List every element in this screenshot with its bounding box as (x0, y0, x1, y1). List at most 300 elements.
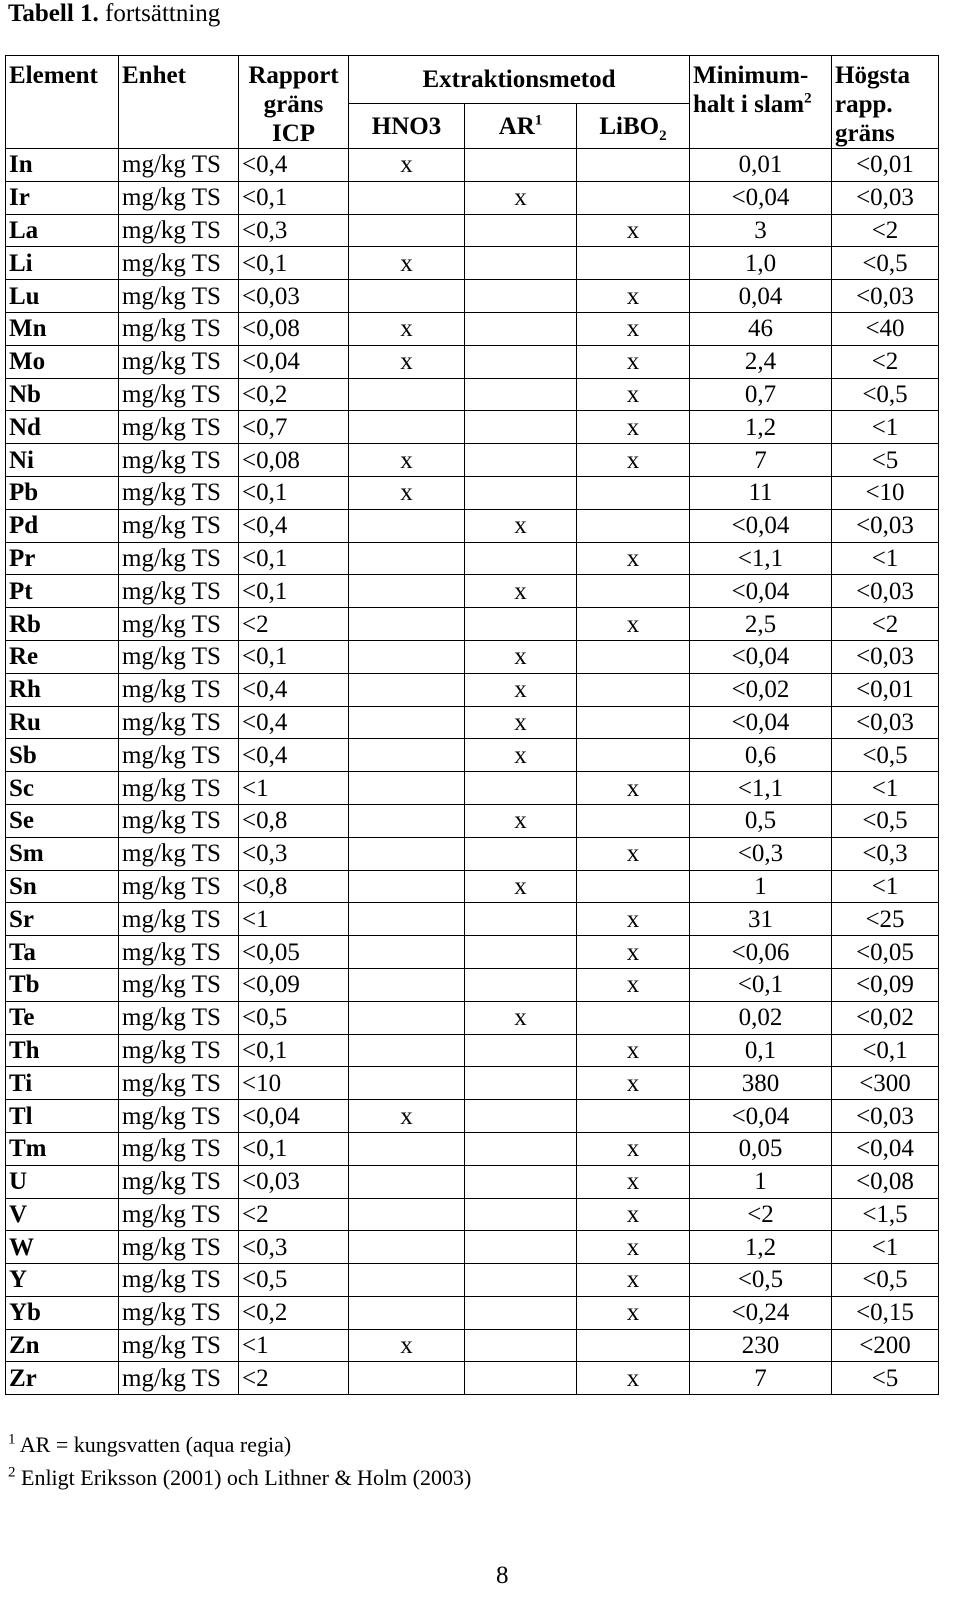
table-caption (8, 0, 220, 30)
cell-libo (577, 673, 690, 706)
cell-libo: x (577, 214, 690, 247)
table-row (6, 575, 939, 608)
cell-hno3 (349, 411, 465, 444)
cell-hno3 (349, 378, 465, 411)
cell-ar (465, 1296, 577, 1329)
table-row (6, 214, 939, 247)
table-row (6, 444, 939, 477)
cell-element: Tm (6, 1132, 119, 1165)
cell-element: Te (6, 1001, 119, 1034)
cell-hogsta: <0,03 (832, 1100, 939, 1133)
cell-minimum: <0,02 (690, 673, 832, 706)
table-row (6, 1296, 939, 1329)
cell-rapport: <2 (239, 608, 349, 641)
cell-libo (577, 247, 690, 280)
cell-minimum: 1,0 (690, 247, 832, 280)
cell-libo: x (577, 1296, 690, 1329)
header-hno3: HNO3 (349, 104, 465, 149)
cell-libo: x (577, 1198, 690, 1231)
cell-rapport: <0,4 (239, 509, 349, 542)
cell-element: W (6, 1231, 119, 1264)
cell-hogsta: <200 (832, 1329, 939, 1362)
cell-hogsta: <0,02 (832, 1001, 939, 1034)
cell-minimum: <0,04 (690, 1100, 832, 1133)
cell-libo: x (577, 837, 690, 870)
cell-hno3: x (349, 444, 465, 477)
cell-libo (577, 1001, 690, 1034)
cell-rapport: <10 (239, 1067, 349, 1100)
footnote-2: $^2$ Enligt Eriksson (2001) och Lithner & Holm (2003) (8, 1464, 472, 1490)
cell-ar: x (465, 706, 577, 739)
cell-enhet: mg/kg TS (119, 772, 239, 805)
cell-rapport: <0,3 (239, 837, 349, 870)
cell-rapport: <0,4 (239, 149, 349, 182)
header-ar: $AR^1$ (465, 104, 577, 149)
table-row (6, 1067, 939, 1100)
table-row (6, 870, 939, 903)
cell-rapport: <0,5 (239, 1264, 349, 1297)
cell-libo (577, 575, 690, 608)
cell-element: V (6, 1198, 119, 1231)
cell-minimum: 2,5 (690, 608, 832, 641)
cell-hogsta: <40 (832, 312, 939, 345)
cell-hogsta: <2 (832, 608, 939, 641)
cell-enhet: mg/kg TS (119, 214, 239, 247)
table-row (6, 837, 939, 870)
table-row (6, 903, 939, 936)
cell-libo (577, 1329, 690, 1362)
cell-libo: x (577, 1165, 690, 1198)
cell-minimum: 0,7 (690, 378, 832, 411)
cell-element: Sr (6, 903, 119, 936)
cell-libo (577, 181, 690, 214)
cell-enhet: mg/kg TS (119, 1132, 239, 1165)
caption-bold: Tabell 1. (8, 0, 99, 27)
cell-hogsta: <0,03 (832, 509, 939, 542)
cell-hogsta: <1 (832, 772, 939, 805)
cell-rapport: <0,08 (239, 444, 349, 477)
cell-ar (465, 312, 577, 345)
cell-rapport: <1 (239, 1329, 349, 1362)
cell-libo: x (577, 1231, 690, 1264)
cell-enhet: mg/kg TS (119, 640, 239, 673)
cell-element: Y (6, 1264, 119, 1297)
cell-rapport: <0,1 (239, 181, 349, 214)
cell-minimum: 380 (690, 1067, 832, 1100)
footnote-1: $^1$ AR = kungsvatten (aqua regia) (8, 1431, 292, 1457)
cell-hogsta: <0,5 (832, 378, 939, 411)
cell-element: In (6, 149, 119, 182)
cell-element: Lu (6, 280, 119, 313)
header-extraktionsmetod: Extraktionsmetod (349, 56, 690, 104)
table-row (6, 1198, 939, 1231)
table-row (6, 378, 939, 411)
cell-minimum: 0,02 (690, 1001, 832, 1034)
cell-libo (577, 870, 690, 903)
cell-element: Pr (6, 542, 119, 575)
cell-rapport: <0,8 (239, 804, 349, 837)
cell-hogsta: <0,01 (832, 149, 939, 182)
cell-hno3 (349, 739, 465, 772)
cell-libo: x (577, 1034, 690, 1067)
cell-libo: x (577, 444, 690, 477)
cell-libo (577, 640, 690, 673)
cell-enhet: mg/kg TS (119, 1231, 239, 1264)
cell-libo (577, 149, 690, 182)
cell-libo: x (577, 280, 690, 313)
cell-ar (465, 411, 577, 444)
cell-rapport: <2 (239, 1362, 349, 1395)
cell-hogsta: <0,03 (832, 575, 939, 608)
cell-libo: x (577, 345, 690, 378)
cell-hogsta: <0,03 (832, 706, 939, 739)
cell-hno3 (349, 1001, 465, 1034)
cell-minimum: <0,1 (690, 968, 832, 1001)
cell-enhet: mg/kg TS (119, 903, 239, 936)
cell-hogsta: <2 (832, 214, 939, 247)
cell-element: Ru (6, 706, 119, 739)
minimum-sup: 2 (804, 90, 812, 107)
cell-enhet: mg/kg TS (119, 968, 239, 1001)
table-row (6, 476, 939, 509)
table-row (6, 312, 939, 345)
cell-rapport: <0,3 (239, 1231, 349, 1264)
cell-enhet: mg/kg TS (119, 804, 239, 837)
cell-rapport: <0,08 (239, 312, 349, 345)
cell-enhet: mg/kg TS (119, 509, 239, 542)
cell-hno3 (349, 936, 465, 969)
cell-libo (577, 1100, 690, 1133)
header-enhet: Enhet (119, 56, 239, 149)
cell-hogsta: <0,09 (832, 968, 939, 1001)
cell-enhet: mg/kg TS (119, 1001, 239, 1034)
table-row (6, 640, 939, 673)
cell-hogsta: <0,03 (832, 280, 939, 313)
cell-hno3 (349, 1362, 465, 1395)
footnotes (8, 1428, 471, 1494)
cell-rapport: <0,2 (239, 1296, 349, 1329)
cell-hogsta: <0,05 (832, 936, 939, 969)
cell-ar: x (465, 739, 577, 772)
table-row (6, 542, 939, 575)
cell-minimum: 230 (690, 1329, 832, 1362)
cell-rapport: <1 (239, 903, 349, 936)
cell-hogsta: <2 (832, 345, 939, 378)
cell-hno3 (349, 706, 465, 739)
cell-element: Sm (6, 837, 119, 870)
header-hogsta: Högsta rapp. gräns (832, 56, 939, 149)
cell-hogsta: <0,15 (832, 1296, 939, 1329)
cell-enhet: mg/kg TS (119, 870, 239, 903)
cell-enhet: mg/kg TS (119, 673, 239, 706)
cell-hogsta: <0,01 (832, 673, 939, 706)
cell-enhet: mg/kg TS (119, 280, 239, 313)
cell-hogsta: <0,3 (832, 837, 939, 870)
cell-ar (465, 444, 577, 477)
cell-enhet: mg/kg TS (119, 1034, 239, 1067)
cell-enhet: mg/kg TS (119, 1362, 239, 1395)
table-row (6, 1231, 939, 1264)
cell-libo: x (577, 378, 690, 411)
cell-element: Ta (6, 936, 119, 969)
cell-minimum: <0,06 (690, 936, 832, 969)
cell-libo: x (577, 936, 690, 969)
cell-ar (465, 968, 577, 1001)
cell-libo: x (577, 1264, 690, 1297)
cell-hogsta: <0,5 (832, 1264, 939, 1297)
cell-rapport: <0,1 (239, 640, 349, 673)
cell-enhet: mg/kg TS (119, 444, 239, 477)
cell-libo (577, 804, 690, 837)
cell-rapport: <0,8 (239, 870, 349, 903)
table-row (6, 608, 939, 641)
cell-element: Pb (6, 476, 119, 509)
cell-hno3 (349, 214, 465, 247)
cell-hogsta: <1 (832, 870, 939, 903)
cell-hno3 (349, 673, 465, 706)
cell-element: Se (6, 804, 119, 837)
cell-hno3: x (349, 345, 465, 378)
cell-rapport: <0,1 (239, 476, 349, 509)
cell-hogsta: <1 (832, 542, 939, 575)
cell-hno3: x (349, 247, 465, 280)
table-row (6, 149, 939, 182)
cell-ar (465, 247, 577, 280)
cell-minimum: 1 (690, 1165, 832, 1198)
cell-ar: x (465, 673, 577, 706)
cell-enhet: mg/kg TS (119, 837, 239, 870)
cell-enhet: mg/kg TS (119, 575, 239, 608)
cell-rapport: <0,09 (239, 968, 349, 1001)
cell-ar (465, 1231, 577, 1264)
cell-ar: x (465, 509, 577, 542)
table-row (6, 739, 939, 772)
cell-hno3: x (349, 149, 465, 182)
cell-hogsta: <0,04 (832, 1132, 939, 1165)
cell-element: Yb (6, 1296, 119, 1329)
table-row (6, 673, 939, 706)
table-row (6, 706, 939, 739)
table-row (6, 1132, 939, 1165)
cell-minimum: <1,1 (690, 542, 832, 575)
cell-enhet: mg/kg TS (119, 1329, 239, 1362)
cell-libo: x (577, 903, 690, 936)
cell-rapport: <0,1 (239, 542, 349, 575)
cell-enhet: mg/kg TS (119, 411, 239, 444)
cell-ar (465, 1264, 577, 1297)
cell-ar (465, 280, 577, 313)
cell-minimum: <0,5 (690, 1264, 832, 1297)
cell-element: Sn (6, 870, 119, 903)
cell-enhet: mg/kg TS (119, 936, 239, 969)
cell-element: Re (6, 640, 119, 673)
header-element: Element (6, 56, 119, 149)
cell-hogsta: <0,5 (832, 739, 939, 772)
table-row (6, 1264, 939, 1297)
table-row (6, 1034, 939, 1067)
cell-element: Rh (6, 673, 119, 706)
cell-element: Nd (6, 411, 119, 444)
table-row (6, 772, 939, 805)
cell-hno3 (349, 903, 465, 936)
cell-element: Pd (6, 509, 119, 542)
header-libo: LiBO$_2$ (577, 104, 690, 149)
cell-libo: x (577, 1362, 690, 1395)
cell-ar (465, 1362, 577, 1395)
cell-rapport: <0,1 (239, 247, 349, 280)
cell-hno3 (349, 1231, 465, 1264)
cell-libo: x (577, 772, 690, 805)
cell-hno3 (349, 1198, 465, 1231)
cell-rapport: <2 (239, 1198, 349, 1231)
cell-minimum: <0,24 (690, 1296, 832, 1329)
cell-rapport: <0,1 (239, 1132, 349, 1165)
cell-hno3 (349, 1264, 465, 1297)
cell-element: Sb (6, 739, 119, 772)
table-row (6, 804, 939, 837)
cell-hno3 (349, 1034, 465, 1067)
table-row (6, 345, 939, 378)
table-row (6, 1329, 939, 1362)
cell-minimum: 3 (690, 214, 832, 247)
cell-hno3: x (349, 1329, 465, 1362)
cell-hogsta: <0,5 (832, 804, 939, 837)
cell-ar (465, 772, 577, 805)
cell-minimum: <0,04 (690, 181, 832, 214)
table-row (6, 1001, 939, 1034)
cell-enhet: mg/kg TS (119, 1296, 239, 1329)
cell-rapport: <0,4 (239, 673, 349, 706)
cell-hno3 (349, 870, 465, 903)
cell-enhet: mg/kg TS (119, 1165, 239, 1198)
table-row (6, 181, 939, 214)
cell-minimum: 46 (690, 312, 832, 345)
cell-ar (465, 1034, 577, 1067)
cell-minimum: 1,2 (690, 411, 832, 444)
cell-rapport: <0,4 (239, 739, 349, 772)
cell-minimum: 7 (690, 1362, 832, 1395)
cell-hno3 (349, 640, 465, 673)
cell-hogsta: <0,08 (832, 1165, 939, 1198)
cell-ar (465, 903, 577, 936)
cell-element: Sc (6, 772, 119, 805)
cell-element: U (6, 1165, 119, 1198)
cell-rapport: <0,5 (239, 1001, 349, 1034)
cell-element: Rb (6, 608, 119, 641)
cell-ar: x (465, 804, 577, 837)
cell-libo: x (577, 968, 690, 1001)
cell-hno3 (349, 542, 465, 575)
cell-hogsta: <0,03 (832, 181, 939, 214)
table-body (6, 149, 939, 1395)
cell-enhet: mg/kg TS (119, 247, 239, 280)
cell-element: Pt (6, 575, 119, 608)
cell-hno3 (349, 1067, 465, 1100)
cell-minimum: <0,04 (690, 706, 832, 739)
cell-minimum: 0,04 (690, 280, 832, 313)
cell-hogsta: <10 (832, 476, 939, 509)
cell-enhet: mg/kg TS (119, 542, 239, 575)
cell-enhet: mg/kg TS (119, 345, 239, 378)
cell-element: Ti (6, 1067, 119, 1100)
cell-element: Nb (6, 378, 119, 411)
cell-rapport: <1 (239, 772, 349, 805)
cell-minimum: <0,04 (690, 575, 832, 608)
cell-hogsta: <1 (832, 1231, 939, 1264)
cell-hno3 (349, 280, 465, 313)
cell-enhet: mg/kg TS (119, 706, 239, 739)
cell-ar (465, 1067, 577, 1100)
table-row (6, 509, 939, 542)
table-row (6, 936, 939, 969)
cell-rapport: <0,04 (239, 1100, 349, 1133)
table-row (6, 1362, 939, 1395)
cell-element: Mn (6, 312, 119, 345)
cell-element: Ir (6, 181, 119, 214)
table-row (6, 1165, 939, 1198)
cell-ar (465, 1329, 577, 1362)
cell-libo: x (577, 608, 690, 641)
cell-rapport: <0,03 (239, 1165, 349, 1198)
table-row (6, 247, 939, 280)
cell-hogsta: <5 (832, 1362, 939, 1395)
cell-hno3 (349, 968, 465, 1001)
cell-enhet: mg/kg TS (119, 739, 239, 772)
cell-rapport: <0,1 (239, 575, 349, 608)
cell-hno3 (349, 181, 465, 214)
cell-minimum: <0,04 (690, 640, 832, 673)
cell-enhet: mg/kg TS (119, 181, 239, 214)
cell-minimum: 0,01 (690, 149, 832, 182)
cell-hno3 (349, 1296, 465, 1329)
cell-hogsta: <1,5 (832, 1198, 939, 1231)
cell-ar: x (465, 1001, 577, 1034)
cell-hno3 (349, 575, 465, 608)
cell-minimum: 1,2 (690, 1231, 832, 1264)
cell-ar: x (465, 640, 577, 673)
page-number: 8 (496, 1562, 509, 1589)
cell-minimum: 0,1 (690, 1034, 832, 1067)
caption-rest: fortsättning (98, 0, 221, 27)
cell-enhet: mg/kg TS (119, 149, 239, 182)
cell-minimum: <0,04 (690, 509, 832, 542)
cell-hno3 (349, 804, 465, 837)
cell-hogsta: <0,03 (832, 640, 939, 673)
cell-hogsta: <5 (832, 444, 939, 477)
table-row (6, 280, 939, 313)
cell-element: Tl (6, 1100, 119, 1133)
cell-libo (577, 739, 690, 772)
cell-rapport: <0,03 (239, 280, 349, 313)
cell-hno3: x (349, 312, 465, 345)
cell-element: La (6, 214, 119, 247)
cell-ar: x (465, 870, 577, 903)
cell-element: Mo (6, 345, 119, 378)
cell-minimum: 0,05 (690, 1132, 832, 1165)
cell-hno3: x (349, 1100, 465, 1133)
cell-hno3 (349, 772, 465, 805)
cell-hno3: x (349, 476, 465, 509)
cell-minimum: 31 (690, 903, 832, 936)
cell-minimum: <1,1 (690, 772, 832, 805)
cell-ar (465, 1132, 577, 1165)
cell-ar (465, 1165, 577, 1198)
cell-libo (577, 476, 690, 509)
cell-enhet: mg/kg TS (119, 312, 239, 345)
cell-rapport: <0,4 (239, 706, 349, 739)
header-rapport: Rapport gräns ICP (239, 56, 349, 149)
cell-minimum: 7 (690, 444, 832, 477)
